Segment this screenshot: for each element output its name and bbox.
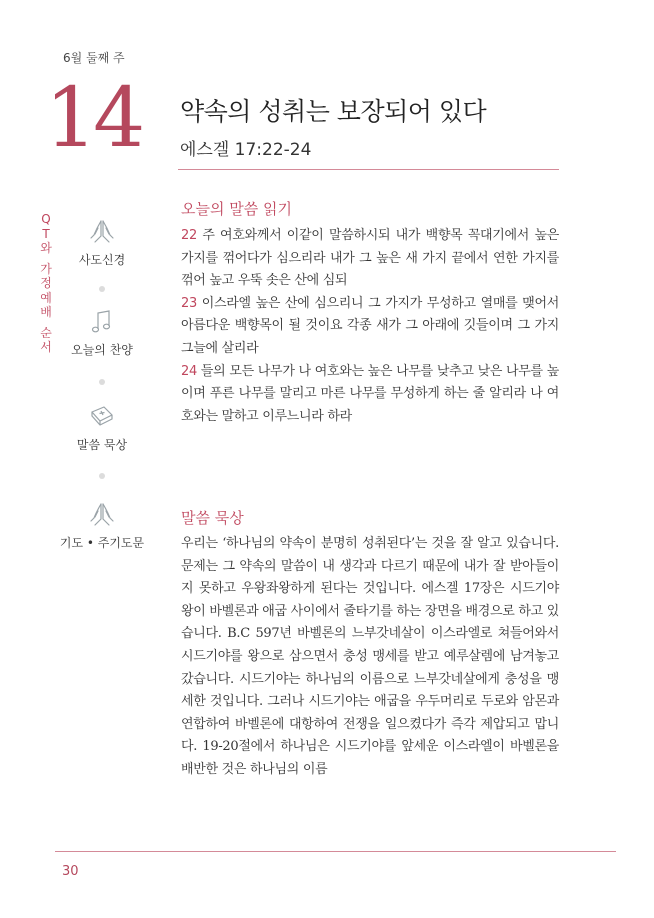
verse	[181, 361, 559, 429]
vertical-char: 서	[40, 340, 52, 354]
verse-text: 주 여호와께서 이같이 말씀하시되 내가 백향목 꼭대기에서 높은 가지를 꺾어다가 심으리라 내가 그 높은 새 가지 끝에서 연한 가지를 꺾어 높고 우뚝 솟은 산에 심되	[181, 228, 559, 289]
vertical-char: 예	[40, 290, 52, 305]
page-title: 약속의 성취는 보장되어 있다	[180, 97, 487, 126]
week-label: 6월 둘째 주	[63, 51, 125, 65]
reading-body	[181, 225, 559, 428]
separator-dot	[99, 473, 105, 479]
vertical-char: 순	[40, 325, 52, 340]
sidebar-item-label: 기도 • 주기도문	[59, 536, 145, 550]
vertical-char: 배	[40, 305, 52, 319]
reading-heading: 오늘의 말씀 읽기	[181, 200, 292, 218]
scripture-reference: 에스겔 17:22-24	[180, 140, 312, 160]
praying-hands-icon	[89, 218, 115, 246]
day-number: 14	[45, 71, 142, 166]
page-number: 30	[62, 864, 79, 879]
separator-dot	[99, 286, 105, 292]
vertical-order-label	[40, 212, 52, 355]
bible-icon	[88, 403, 116, 431]
verse-number: 24	[181, 363, 197, 379]
verse	[181, 225, 559, 293]
footer-divider	[55, 851, 616, 852]
verse-text: 이스라엘 높은 산에 심으리니 그 가지가 무성하고 열매를 맺어서 아름다운 백향목이 될 것이요 각종 새가 그 아래에 깃들이며 그 가지 그늘에 살리라	[181, 295, 559, 356]
verse	[181, 293, 559, 361]
sidebar-item-apostles-creed	[57, 218, 147, 268]
verse-text: 들의 모든 나무가 나 여호와는 높은 나무를 낮추고 낮은 나무를 높이며 푸른 나무를 말리고 마른 나무를 무성하게 하는 줄 알리라 나 여호와는 말하고 이루느니라 하라	[181, 363, 559, 424]
sidebar-item-label: 사도신경	[78, 253, 126, 267]
vertical-char: T	[42, 226, 50, 241]
sidebar-item-word-meditation	[57, 403, 147, 453]
verse-number: 23	[181, 295, 197, 311]
sidebar-item-prayer	[57, 501, 147, 551]
sidebar-item-label: 오늘의 찬양	[71, 343, 133, 357]
praying-hands-icon	[89, 501, 115, 529]
header-divider	[178, 169, 559, 170]
vertical-char: Q	[41, 212, 51, 226]
vertical-char: 가	[40, 261, 52, 276]
vertical-char: 와	[40, 241, 52, 255]
meditation-heading: 말씀 묵상	[181, 509, 244, 527]
sidebar-item-todays-praise	[57, 308, 147, 358]
music-note-icon	[90, 308, 114, 336]
sidebar-item-label: 말씀 묵상	[76, 438, 128, 452]
verse-number: 22	[181, 228, 197, 243]
separator-dot	[99, 379, 105, 385]
meditation-body: 우리는 ‘하나님의 약속이 분명히 성취된다’는 것을 잘 알고 있습니다. 문제는 그 약속의 말씀이 내 생각과 다르기 때문에 내가 잘 받아들이지 못하고 우왕좌왕하게 된다는 것입니다. 에스겔 17장은 시드기야 왕이 바벨론과 애굽 사이에서 줄타기를 하는 장면을 배경으로 하고 있습니다. B.C 597년 바벨론의 느부갓네살이 이스라엘로 쳐들어와서 시드기야를 왕으로 삼으면서 충성 맹세를 받고 예루살렘에 남겨놓고 갔습니다. 시드기야는 하나님의 이름으로 느부갓네살에게 충성을 맹세한 것입니다. 그러나 시드기야는 애굽을 우두머리로 두로와 암몬과 연합하여 바벨론에 대항하여 전쟁을 일으켰다가 즉각 제압되고 맙니다. 19-20절에서 하나님은 시드기야를 앞세운 이스라엘이 바벨론을 배반한 것은 하나님의 이름	[181, 536, 559, 777]
vertical-char: 정	[40, 276, 52, 290]
